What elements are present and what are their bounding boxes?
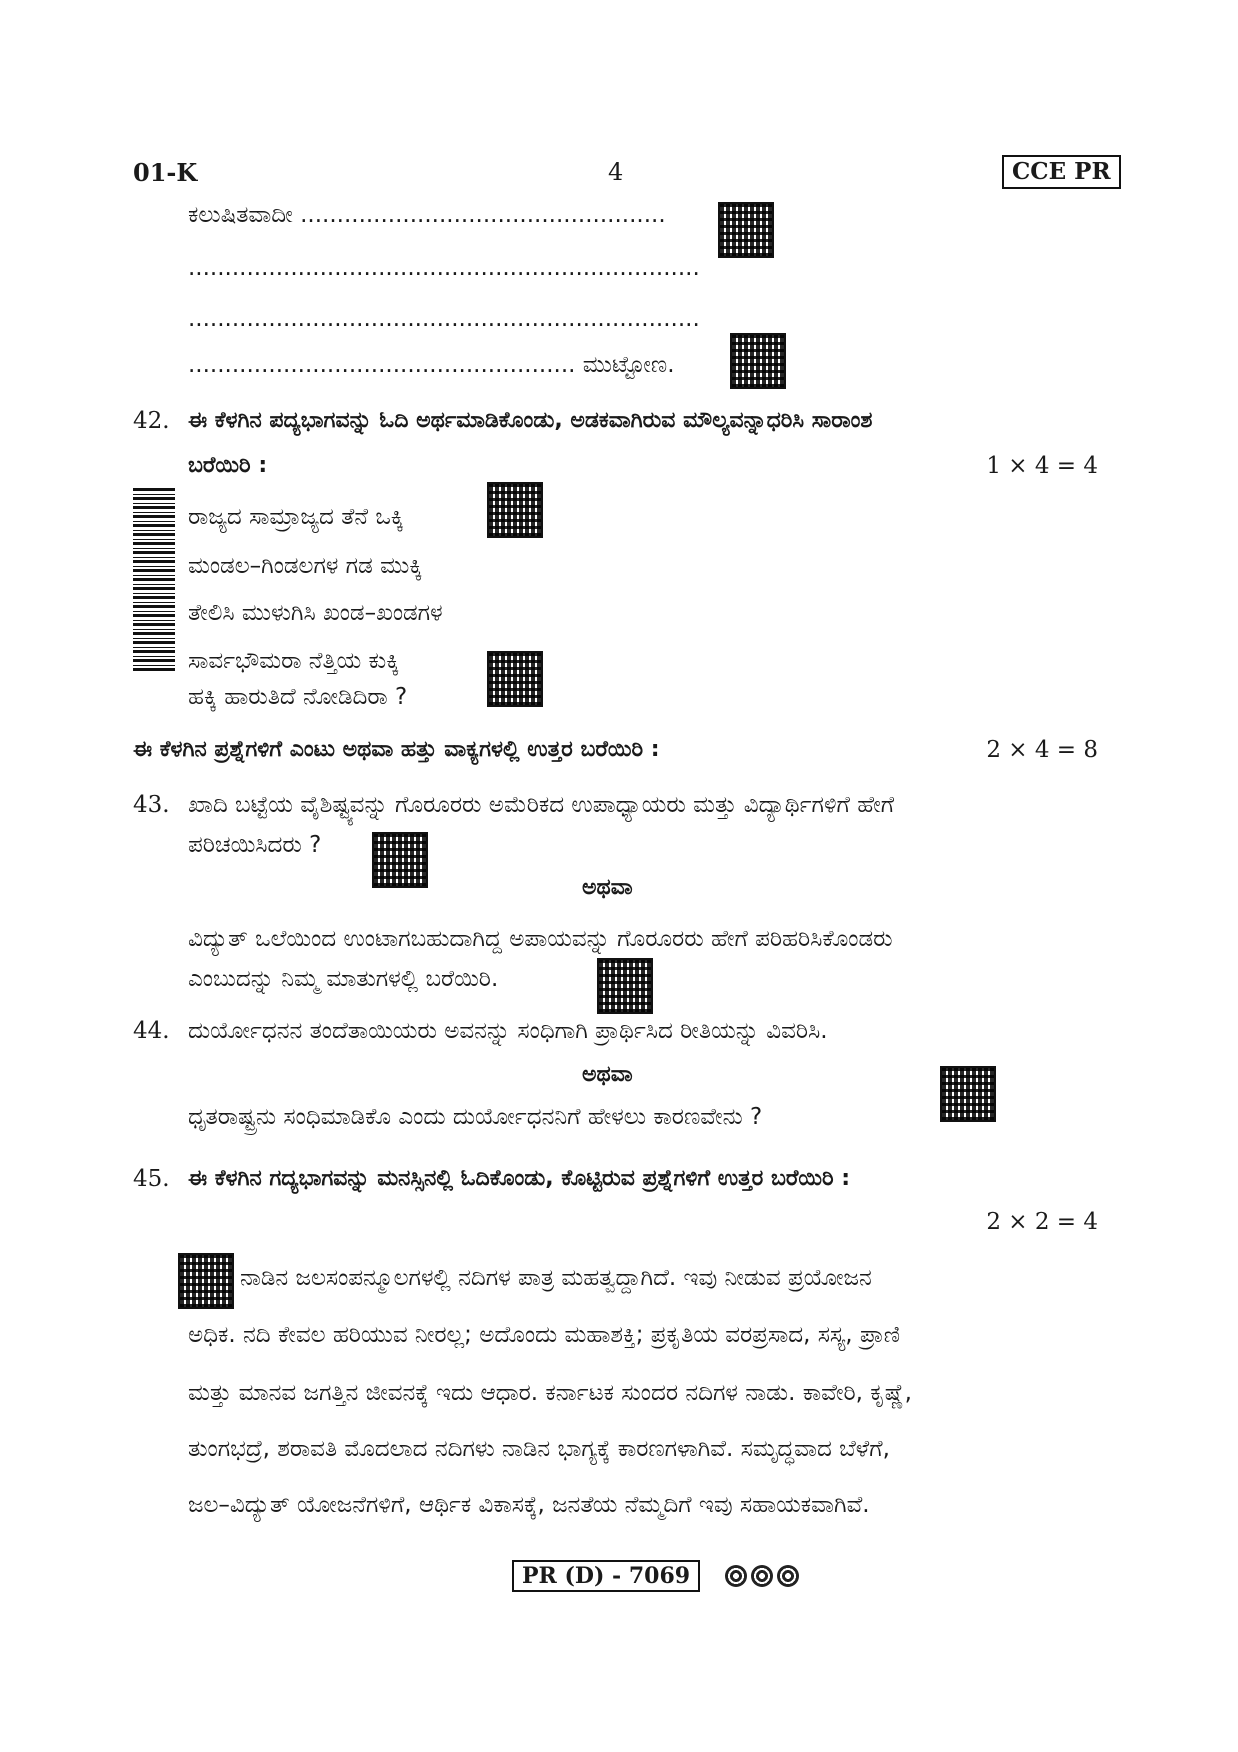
footer-code: PR (D) - 7069 [512, 1560, 700, 1592]
qr-code-icon [372, 832, 428, 888]
marks-label: 2 × 4 = 8 [986, 737, 1098, 763]
qr-code-icon [597, 958, 653, 1014]
alternate-question-text: ವಿದ್ಯುತ್ ಒಲೆಯಿಂದ ಉಂಟಾಗಬಹುದಾಗಿದ್ದ ಅಪಾಯವನ್ನು ಗೊರೂರರು ಹೇಗೆ ಪರಿಹರಿಸಿಕೊಂಡರು [188, 926, 893, 952]
page-number: 4 [608, 158, 624, 186]
qr-code-icon [178, 1253, 234, 1309]
passage-line: ಜಲ–ವಿದ್ಯುತ್ ಯೋಜನೆಗಳಿಗೆ, ಆರ್ಥಿಕ ವಿಕಾಸಕ್ಕೆ, ಜನತೆಯ ನೆಮ್ಮದಿಗೆ ಇವು ಸಹಾಯಕವಾಗಿವೆ. [188, 1492, 870, 1518]
question-text: ಈ ಕೆಳಗಿನ ಪದ್ಯಭಾಗವನ್ನು ಓದಿ ಅರ್ಥಮಾಡಿಕೊಂಡು, ಅಡಕವಾಗಿರುವ ಮೌಲ್ಯವನ್ನಾಧರಿಸಿ ಸಾರಾಂಶ [188, 408, 873, 433]
passage-line: ಮತ್ತು ಮಾನವ ಜಗತ್ತಿನ ಜೀವನಕ್ಕೆ ಇದು ಆಧಾರ. ಕರ್ನಾಟಕ ಸುಂದರ ನದಿಗಳ ನಾಡು. ಕಾವೇರಿ, ಕೃಷ್ಣೆ, [188, 1380, 912, 1406]
question-text: ಪರಿಚಯಿಸಿದರು ? [188, 832, 322, 858]
question-number: 45. [133, 1166, 170, 1192]
alternate-question-text: ಎಂಬುದನ್ನು ನಿಮ್ಮ ಮಾತುಗಳಲ್ಲಿ ಬರೆಯಿರಿ. [188, 966, 499, 992]
question-text: ಖಾದಿ ಬಟ್ಟೆಯ ವೈಶಿಷ್ಟ್ಯವನ್ನು ಗೊರೂರರು ಅಮೆರಿಕದ ಉಪಾಧ್ಯಾಯರು ಮತ್ತು ವಿದ್ಯಾರ್ಥಿಗಳಿಗೆ ಹೇಗೆ [188, 792, 895, 818]
answer-line-1: ಕಲುಷಿತವಾದೀ .................................................. [188, 202, 666, 228]
marks-label: 1 × 4 = 4 [986, 453, 1098, 479]
passage-line: ಅಧಿಕ. ನದಿ ಕೇವಲ ಹರಿಯುವ ನೀರಲ್ಲ; ಅದೊಂದು ಮಹಾಶಕ್ತಿ; ಪ್ರಕೃತಿಯ ವರಪ್ರಸಾದ, ಸಸ್ಯ, ಪ್ರಾಣಿ [188, 1322, 901, 1348]
question-number: 43. [133, 792, 170, 818]
poem-line: ರಾಜ್ಯದ ಸಾಮ್ರಾಜ್ಯದ ತೆನೆ ಒಕ್ಕಿ [188, 504, 404, 530]
poem-line: ತೇಲಿಸಿ ಮುಳುಗಿಸಿ ಖಂಡ–ಖಂಡಗಳ [188, 600, 443, 626]
qr-code-icon [487, 482, 543, 538]
or-label: ಅಥವಾ [582, 875, 633, 900]
answer-line-4: ..................................................... ಮುಟ್ಟೋಣ. [188, 352, 675, 378]
or-label: ಅಥವಾ [582, 1062, 633, 1087]
question-number: 44. [133, 1018, 170, 1044]
passage-line: ನಾಡಿನ ಜಲಸಂಪನ್ಮೂಲಗಳಲ್ಲಿ ನದಿಗಳ ಪಾತ್ರ ಮಹತ್ವದ್ದಾಗಿದೆ. ಇವು ನೀಡುವ ಪ್ರಯೋಜನ [240, 1265, 872, 1291]
paper-code: 01-K [133, 158, 198, 187]
qr-code-icon [718, 202, 774, 258]
poem-line: ಸಾರ್ವಭೌಮರಾ ನೆತ್ತಿಯ ಕುಕ್ಕಿ [188, 648, 400, 674]
barcode-icon [133, 487, 175, 671]
question-text: ಬರೆಯಿರಿ : [188, 453, 268, 478]
question-number: 42. [133, 408, 170, 434]
poem-line: ಮಂಡಲ–ಗಿಂಡಲಗಳ ಗಡ ಮುಕ್ಕಿ [188, 553, 423, 579]
question-text: ದುರ್ಯೋಧನನ ತಂದೆತಾಯಿಯರು ಅವನನ್ನು ಸಂಧಿಗಾಗಿ ಪ್ರಾರ್ಥಿಸಿದ ರೀತಿಯನ್ನು ವಿವರಿಸಿ. [188, 1018, 828, 1044]
question-text: ಈ ಕೆಳಗಿನ ಗದ್ಯಭಾಗವನ್ನು ಮನಸ್ಸಿನಲ್ಲಿ ಓದಿಕೊಂಡು, ಕೊಟ್ಟಿರುವ ಪ್ರಶ್ನೆಗಳಿಗೆ ಉತ್ತರ ಬರೆಯಿರಿ : [188, 1166, 851, 1191]
answer-line-2: ...................................................................... [188, 255, 700, 281]
answer-line-3: ...................................................................... [188, 306, 700, 332]
qr-code-icon [730, 333, 786, 389]
marks-label: 2 × 2 = 4 [986, 1209, 1098, 1235]
section-instruction: ಈ ಕೆಳಗಿನ ಪ್ರಶ್ನೆಗಳಿಗೆ ಎಂಟು ಅಥವಾ ಹತ್ತು ವಾಕ್ಯಗಳಲ್ಲಿ ಉತ್ತರ ಬರೆಯಿರಿ : [133, 737, 660, 762]
poem-line: ಹಕ್ಕಿ ಹಾರುತಿದೆ ನೋಡಿದಿರಾ ? [188, 684, 408, 710]
alternate-question-text: ಧೃತರಾಷ್ಟ್ರನು ಸಂಧಿಮಾಡಿಕೊ ಎಂದು ದುರ್ಯೋಧನನಿಗೆ ಹೇಳಲು ಕಾರಣವೇನು ? [188, 1104, 763, 1130]
cce-pr-label: CCE PR [1002, 155, 1121, 189]
ornament-icon [725, 1565, 803, 1591]
qr-code-icon [487, 651, 543, 707]
passage-line: ತುಂಗಭದ್ರೆ, ಶರಾವತಿ ಮೊದಲಾದ ನದಿಗಳು ನಾಡಿನ ಭಾಗ್ಯಕ್ಕೆ ಕಾರಣಗಳಾಗಿವೆ. ಸಮೃದ್ಧವಾದ ಬೆಳೆಗೆ, [188, 1436, 890, 1462]
qr-code-icon [940, 1066, 996, 1122]
